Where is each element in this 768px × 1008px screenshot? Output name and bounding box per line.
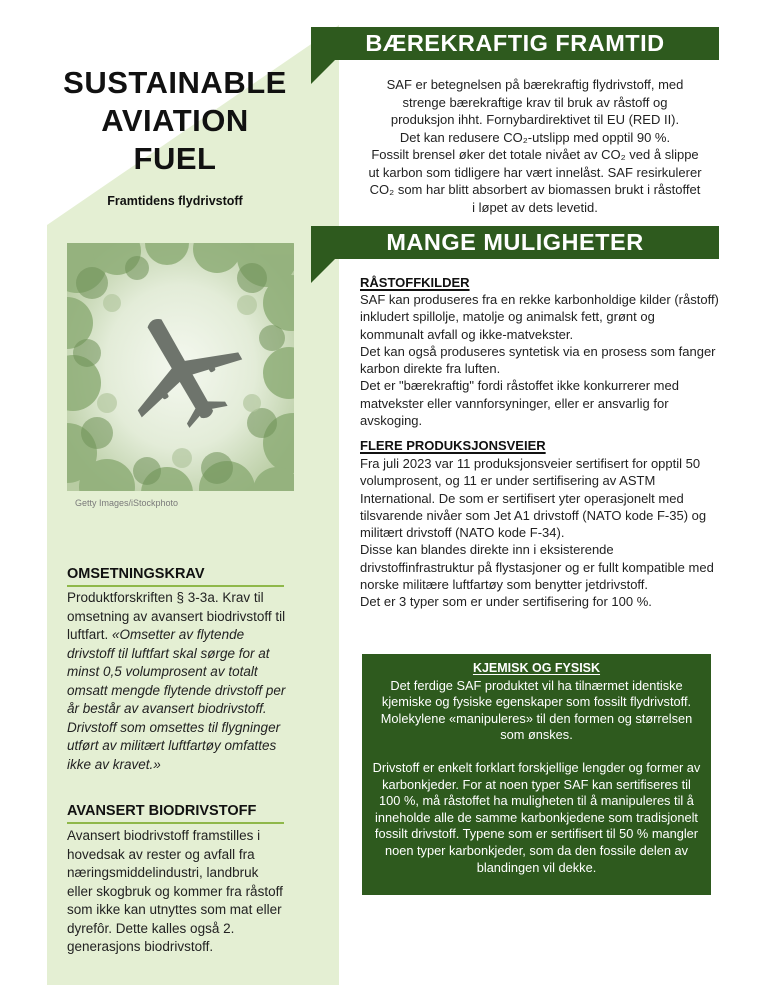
page-title bbox=[55, 64, 295, 178]
kjemisk-og-fysisk-paragraph-2: Drivstoff er enkelt forklart forskjellige lengder og former av karbonkjeder. For at noen typer SAF kan sertifiseres til 100 %, må råstoffet ha muligheten til å manipuleres til å inneholde alle de samme karbonkjedene som tradisjonelt fossilt drivstoff. Typene som er sertifisert til 50 % mangler noen typer karbonkjeder, som da den fossile delen av blandingen vil dekke. bbox=[372, 759, 701, 875]
produksjonsveier-heading: FLERE PRODUKSJONSVEIER bbox=[360, 438, 546, 453]
intro-line: Det kan redusere CO₂-utslipp med opptil 90 %. bbox=[399, 129, 671, 145]
intro-line: produksjon ihht. Fornybardirektivet til EU (RED II). bbox=[390, 112, 680, 127]
intro-text bbox=[350, 76, 720, 216]
airplane-through-trees-photo bbox=[67, 243, 294, 491]
banner-mange-muligheter: MANGE MULIGHETER bbox=[311, 226, 719, 259]
title-line-2: AVIATION bbox=[101, 103, 249, 138]
kjemisk-og-fysisk-box bbox=[362, 654, 711, 895]
omsetningskrav-heading: OMSETNINGSKRAV bbox=[67, 566, 284, 587]
photo-illustration bbox=[67, 243, 294, 491]
title-line-1: SUSTAINABLE bbox=[63, 65, 287, 100]
intro-line: i løpet av dets levetid. bbox=[472, 199, 598, 215]
omsetningskrav-body: Produktforskriften § 3-3a. Krav til omsetning av avansert biodrivstoff til luftfart. bbox=[67, 590, 286, 642]
intro-line: strenge bærekraftige krav til bruk av råstoff og bbox=[402, 94, 668, 110]
banner-baerekraftig-framtid: BÆREKRAFTIG FRAMTID bbox=[311, 27, 719, 60]
raastoffkilder-text: SAF kan produseres fra en rekke karbonholdige kilder (råstoff) inkludert spillolje, matolje og animalsk fett, grønt og kommunalt avfall og ikke-matvekster. Det kan også produseres syntetisk via en prosess som fanger karbon direkte fra luften. Det er "bærekraftig" fordi råstoffet ikke konkurrerer med matvekster eller vannforsyninger, eller er ansvarlig for avskoging. bbox=[360, 292, 719, 429]
photo-credit: Getty Images/iStockphoto bbox=[75, 498, 179, 508]
kjemisk-og-fysisk-heading: KJEMISK OG FYSISK bbox=[472, 661, 601, 675]
title-line-3: FUEL bbox=[133, 141, 217, 176]
avansert-biodrivstoff-text: Avansert biodrivstoff framstilles i hovedsak av rester og avfall fra næringsmiddelindustri, landbruk eller skogbruk og kommer fra råstoff som ikke kan utnyttes som mat eller dyrefôr. Dette kalles også 2. generasjons biodrivstoff. bbox=[67, 828, 283, 954]
banner-notch bbox=[311, 60, 335, 84]
intro-line: ut karbon som tidligere har vært innelåst. SAF resirkulerer bbox=[368, 164, 702, 180]
page-subtitle: Framtidens flydrivstoff bbox=[107, 194, 243, 208]
banner-notch bbox=[311, 259, 335, 283]
produksjonsveier-text: Fra juli 2023 var 11 produksjonsveier sertifisert for opptil 50 volumprosent, og 11 er under sertifisering av ASTM International. De som er sertifisert yter operasjonelt med tilsvarende nivåer som Jet A1 drivstoff (NATO kode F-35) og militært drivstoff (NATO kode F-34). Disse kan blandes direkte inn i eksisterende drivstoffinfrastruktur på flystasjoner og er fullt kompatible med norske militære luftfartøy som benytter jetdrivstoff. Det er 3 typer som er under sertifisering for 100 %. bbox=[360, 456, 714, 610]
kjemisk-og-fysisk-paragraph-1: Det ferdige SAF produktet vil ha tilnærmet identiske kjemiske og fysiske egenskaper som fossilt flydrivstoff. Molekylene «manipuleres» til den formen og størrelsen som ønskes. bbox=[380, 677, 693, 743]
omsetningskrav-quote: «Omsetter av flytende drivstoff til luftfart skal sørge for at minst 0,5 volumprosent av totalt omsatt mengde flytende drivstoff per år består av avansert biodrivstoff. Drivstoff som omsettes til flygninger utført av militært luftfartøy omfattes ikke av kravet.» bbox=[67, 627, 286, 772]
intro-line: Fossilt brensel øker det totale nivået av CO₂ ved å slippe bbox=[371, 147, 699, 162]
intro-line: SAF er betegnelsen på bærekraftig flydrivstoff, med bbox=[386, 77, 684, 92]
paragraph-gap bbox=[372, 744, 701, 760]
raastoffkilder-heading: RÅSTOFFKILDER bbox=[360, 275, 470, 290]
intro-line: CO₂ som har blitt absorbert av biomassen brukt i råstoffet bbox=[369, 182, 701, 197]
avansert-biodrivstoff-heading: AVANSERT BIODRIVSTOFF bbox=[67, 803, 284, 824]
omsetningskrav-text bbox=[67, 589, 289, 774]
